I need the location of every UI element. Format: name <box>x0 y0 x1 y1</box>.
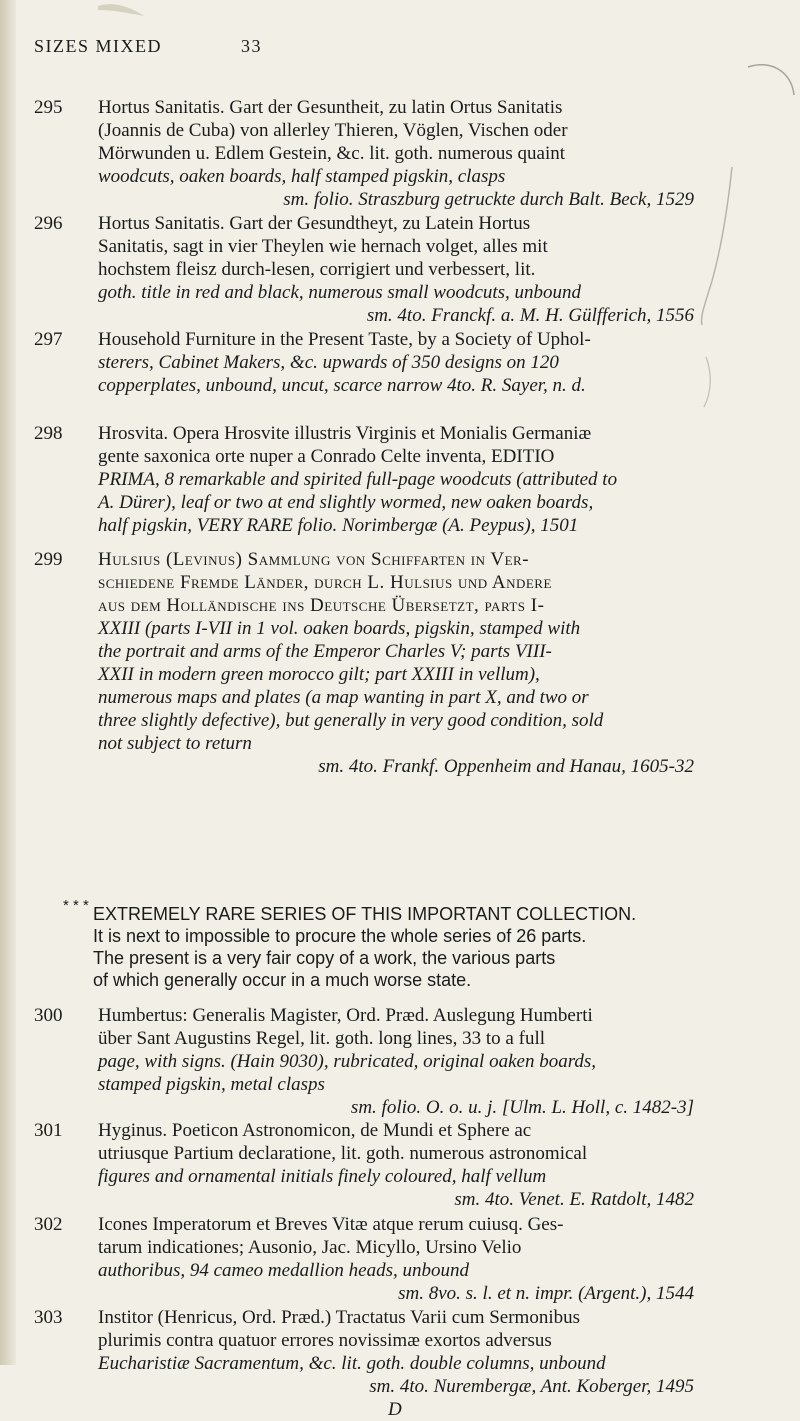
catalogue-entry <box>34 328 694 397</box>
lot-number: 298 <box>34 423 63 444</box>
entry-line: Hulsius (Levinus) Sammlung von Schiffarten in Ver- <box>98 549 530 570</box>
entry-text <box>98 422 694 537</box>
entry-line: authoribus, 94 cameo medallion heads, unbound <box>98 1260 470 1281</box>
signature-mark: D <box>388 1399 402 1420</box>
entry-line: (Joannis de Cuba) von allerley Thieren, Vöglen, Vischen oder <box>98 120 568 141</box>
running-head <box>34 36 274 57</box>
entry-line: utriusque Partium declaratione, lit. goth. numerous astronomical <box>98 1143 588 1164</box>
note-line: It is next to impossible to procure the whole series of 26 parts. <box>93 926 587 946</box>
entry-line: Eucharistiæ Sacramentum, &c. lit. goth. double columns, unbound <box>98 1353 606 1374</box>
page-number: 33 <box>241 36 262 56</box>
entry-line: über Sant Augustins Regel, lit. goth. long lines, 33 to a full <box>98 1028 546 1049</box>
entry-line: sterers, Cabinet Makers, &c. upwards of 350 designs on 120 <box>98 352 559 373</box>
lot-number: 302 <box>34 1214 63 1235</box>
lot-number: 300 <box>34 1005 63 1026</box>
imprint-line: sm. 4to. Franckf. a. M. H. Gülfferich, 1556 <box>366 305 694 326</box>
imprint-line: sm. folio. Straszburg getruckte durch Balt. Beck, 1529 <box>283 189 694 210</box>
entry-line: Sanitatis, sagt in vier Theylen wie hernach volget, alles mit <box>98 236 548 257</box>
entry-line: Hyginus. Poeticon Astronomicon, de Mundi et Sphere ac <box>98 1120 532 1141</box>
entry-line: Mörwunden u. Edlem Gestein, &c. lit. goth. numerous quaint <box>98 143 566 164</box>
note-line: of which generally occur in a much worse state. <box>93 970 472 990</box>
paper-stain <box>96 0 146 26</box>
lot-number: 297 <box>34 329 63 350</box>
entry-text <box>98 1213 694 1305</box>
catalogue-entry <box>34 1119 694 1211</box>
entry-line: XXIII (parts I-VII in 1 vol. oaken boards, pigskin, stamped with <box>98 618 581 639</box>
entry-line: Humbertus: Generalis Magister, Ord. Præd. Auslegung Humberti <box>98 1005 593 1026</box>
entry-text <box>98 548 694 778</box>
catalogue-entry <box>34 1213 694 1305</box>
entry-line: Hrosvita. Opera Hrosvite illustris Virginis et Monialis Germaniæ <box>98 423 592 444</box>
entry-line: the portrait and arms of the Emperor Charles V; parts VIII- <box>98 641 552 662</box>
lot-number: 295 <box>34 97 63 118</box>
margin-pencil-marks <box>690 55 800 435</box>
note-line: EXTREMELY RARE SERIES OF THIS IMPORTANT COLLECTION. <box>93 904 637 924</box>
entry-line: tarum indicationes; Ausonio, Jac. Micyllo, Ursino Velio <box>98 1237 522 1258</box>
entry-text <box>98 96 694 211</box>
entry-line: page, with signs. (Hain 9030), rubricated, original oaken boards, <box>98 1051 597 1072</box>
entry-line: Hortus Sanitatis. Gart der Gesundtheyt, zu Latein Hortus <box>98 213 531 234</box>
entry-line: XXII in modern green morocco gilt; part XXIII in vellum), <box>98 664 540 685</box>
lot-number: 301 <box>34 1120 63 1141</box>
entry-line: schiedene Fremde Länder, durch L. Hulsius und Andere <box>98 572 552 593</box>
entry-line: PRIMA, 8 remarkable and spirited full-page woodcuts (attributed to <box>98 469 618 490</box>
imprint-line: sm. 4to. Frankf. Oppenheim and Hanau, 1605-32 <box>318 756 694 777</box>
entry-line: Household Furniture in the Present Taste, by a Society of Uphol- <box>98 329 591 350</box>
imprint-line: sm. 4to. Nurembergæ, Ant. Koberger, 1495 <box>369 1376 694 1397</box>
entry-line: Institor (Henricus, Ord. Præd.) Tractatus Varii cum Sermonibus <box>98 1307 580 1328</box>
imprint-line: sm. 8vo. s. l. et n. impr. (Argent.), 1544 <box>398 1283 694 1304</box>
entry-line: gente saxonica orte nuper a Conrado Celte inventa, EDITIO <box>98 446 555 467</box>
entry-line: goth. title in red and black, numerous small woodcuts, unbound <box>98 282 582 303</box>
entry-line: Icones Imperatorum et Breves Vitæ atque rerum cuiusq. Ges- <box>98 1214 564 1235</box>
lot-number: 299 <box>34 549 63 570</box>
entry-line: stamped pigskin, metal clasps <box>98 1074 325 1095</box>
entry-line: three slightly defective), but generally in very good condition, sold <box>98 710 604 731</box>
note-line: The present is a very fair copy of a work, the various parts <box>93 948 556 968</box>
entry-line: plurimis contra quatuor errores novissimæ exortos adversus <box>98 1330 552 1351</box>
entry-line: copperplates, unbound, uncut, scarce narrow 4to. R. Sayer, n. d. <box>98 375 586 396</box>
catalogue-entry <box>34 1306 694 1421</box>
imprint-line: sm. folio. O. o. u. j. [Ulm. L. Holl, c. 1482-3] <box>350 1097 694 1118</box>
catalogue-entry <box>34 96 694 211</box>
entry-line: numerous maps and plates (a map wanting in part X, and two or <box>98 687 589 708</box>
entry-line: hochstem fleisz durch-lesen, corrigiert und verbessert, lit. <box>98 259 536 280</box>
catalogue-entry <box>34 422 694 537</box>
entry-line: not subject to return <box>98 733 252 754</box>
entry-line: half pigskin, VERY RARE folio. Norimbergæ (A. Peypus), 1501 <box>98 515 579 536</box>
lot-number: 303 <box>34 1307 63 1328</box>
entry-text <box>98 328 694 397</box>
entry-text <box>98 212 694 327</box>
page-edge-shadow <box>0 0 16 1365</box>
entry-line: figures and ornamental initials finely coloured, half vellum <box>98 1166 547 1187</box>
catalogue-entry <box>34 212 694 327</box>
entry-line: aus dem Holländische ins Deutsche Übersetzt, parts I- <box>98 595 545 616</box>
entry-text <box>98 1004 694 1119</box>
section-title: SIZES MIXED <box>34 36 162 56</box>
asterism-icon: * * * <box>63 897 89 914</box>
entry-line: Hortus Sanitatis. Gart der Gesuntheit, zu latin Ortus Sanitatis <box>98 97 563 118</box>
catalogue-entry <box>34 1004 694 1119</box>
catalogue-entry <box>34 548 694 778</box>
lot-number: 296 <box>34 213 63 234</box>
collection-note <box>63 897 703 991</box>
imprint-line: sm. 4to. Venet. E. Ratdolt, 1482 <box>454 1189 694 1210</box>
entry-text <box>98 1119 694 1211</box>
entry-line: A. Dürer), leaf or two at end slightly wormed, new oaken boards, <box>98 492 594 513</box>
entry-line: woodcuts, oaken boards, half stamped pigskin, clasps <box>98 166 506 187</box>
entry-text <box>98 1306 694 1421</box>
